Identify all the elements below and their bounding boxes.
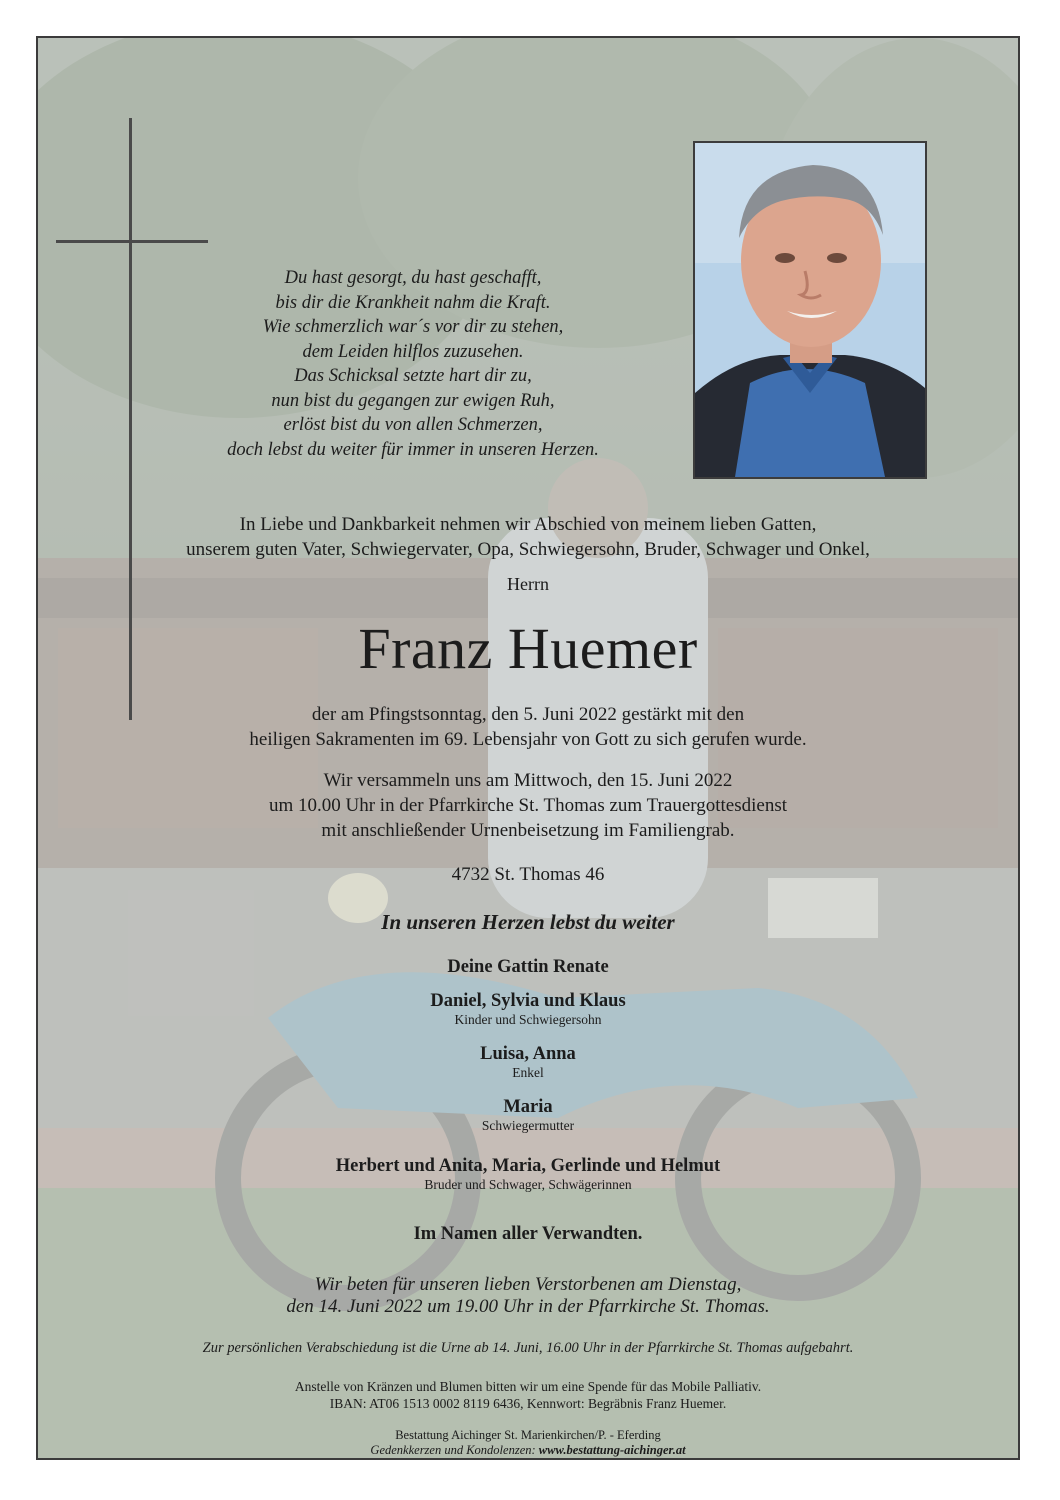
mourner-group <box>38 1155 1018 1193</box>
poem-line: doch lebst du weiter für immer in unseren Herzen. <box>227 439 599 460</box>
mourner-relation: Bruder und Schwager, Schwägerinnen <box>424 1177 632 1192</box>
poem-line: Wie schmerzlich war´s vor dir zu stehen, <box>262 317 564 337</box>
mourner-relation: Enkel <box>512 1065 544 1080</box>
death-notice-line: der am Pfingstsonntag, den 5. Juni 2022 gestärkt mit den <box>311 704 745 725</box>
website-link[interactable]: www.bestattung-aichinger.at <box>538 1443 686 1457</box>
all-relatives: Im Namen aller Verwandten. <box>413 1224 643 1244</box>
memorial-poem <box>168 266 658 462</box>
mourner-names: Maria <box>503 1097 553 1117</box>
prayer-line: Wir beten für unseren lieben Verstorbenen am Dienstag, <box>314 1274 742 1295</box>
donation-line: IBAN: AT06 1513 0002 8119 6436, Kennwort: Begräbnis Franz Huemer. <box>329 1396 727 1411</box>
donation-notice <box>38 1378 1018 1412</box>
funeral-home-footer <box>38 1428 1018 1458</box>
poem-line: nun bist du gegangen zur ewigen Ruh, <box>271 390 555 411</box>
salutation: Herrn <box>507 574 549 594</box>
mourner-group <box>38 990 1018 1028</box>
donation-line: Anstelle von Kränzen und Blumen bitten wir um eine Spende für das Mobile Palliativ. <box>294 1379 762 1394</box>
mourner-relation: Schwiegermutter <box>481 1118 575 1133</box>
intro-line: unserem guten Vater, Schwiegervater, Opa, Schwiegersohn, Bruder, Schwager und Onkel, <box>186 539 870 560</box>
deceased-name: Franz Huemer <box>358 616 698 681</box>
funeral-line: um 10.00 Uhr in der Pfarrkirche St. Thomas zum Trauergottesdienst <box>268 795 788 816</box>
funeral-info <box>38 768 1018 843</box>
obituary-card <box>36 36 1020 1460</box>
mourner-group <box>38 1043 1018 1081</box>
urn-notice: Zur persönlichen Verabschiedung ist die Urne ab 14. Juni, 16.00 Uhr in der Pfarrkirche St. Thomas aufgebahrt. <box>202 1340 854 1356</box>
prayer-notice <box>38 1274 1018 1318</box>
prayer-line: den 14. Juni 2022 um 19.00 Uhr in der Pfarrkirche St. Thomas. <box>286 1296 770 1317</box>
intro-line: In Liebe und Dankbarkeit nehmen wir Abschied von meinem lieben Gatten, <box>239 514 817 535</box>
poem-line: dem Leiden hilflos zuzusehen. <box>302 341 524 362</box>
death-notice <box>38 702 1018 752</box>
cross-icon-bar <box>56 240 208 243</box>
mourner-names: Luisa, Anna <box>480 1044 576 1064</box>
mourner-relation: Kinder und Schwiegersohn <box>454 1012 602 1027</box>
mourner-names: Daniel, Sylvia und Klaus <box>430 991 626 1011</box>
condolence-line <box>38 1443 1018 1458</box>
farewell-intro <box>38 512 1018 562</box>
mourner-names: Herbert und Anita, Maria, Gerlinde und Helmut <box>335 1156 721 1176</box>
poem-line: Das Schicksal setzte hart dir zu, <box>294 366 532 386</box>
funeral-line: Wir versammeln uns am Mittwoch, den 15. Juni 2022 <box>323 770 733 791</box>
condolence-label: Gedenkkerzen und Kondolenzen: <box>370 1443 536 1457</box>
death-notice-line: heiligen Sakramenten im 69. Lebensjahr von Gott zu sich gerufen wurde. <box>249 729 807 750</box>
mourner-group <box>38 1096 1018 1134</box>
poem-line: erlöst bist du von allen Schmerzen, <box>283 415 543 435</box>
mourner-wife: Deine Gattin Renate <box>447 957 609 977</box>
poem-line: Du hast gesorgt, du hast geschafft, <box>284 268 542 288</box>
funeral-line: mit anschließender Urnenbeisetzung im Familiengrab. <box>321 820 735 841</box>
portrait-photo <box>693 141 927 479</box>
family-address: 4732 St. Thomas 46 <box>451 864 605 885</box>
motto: In unseren Herzen lebst du weiter <box>381 910 675 934</box>
funeral-home-name: Bestattung Aichinger St. Marienkirchen/P. - Eferding <box>395 1428 661 1442</box>
poem-line: bis dir die Krankheit nahm die Kraft. <box>275 292 551 313</box>
